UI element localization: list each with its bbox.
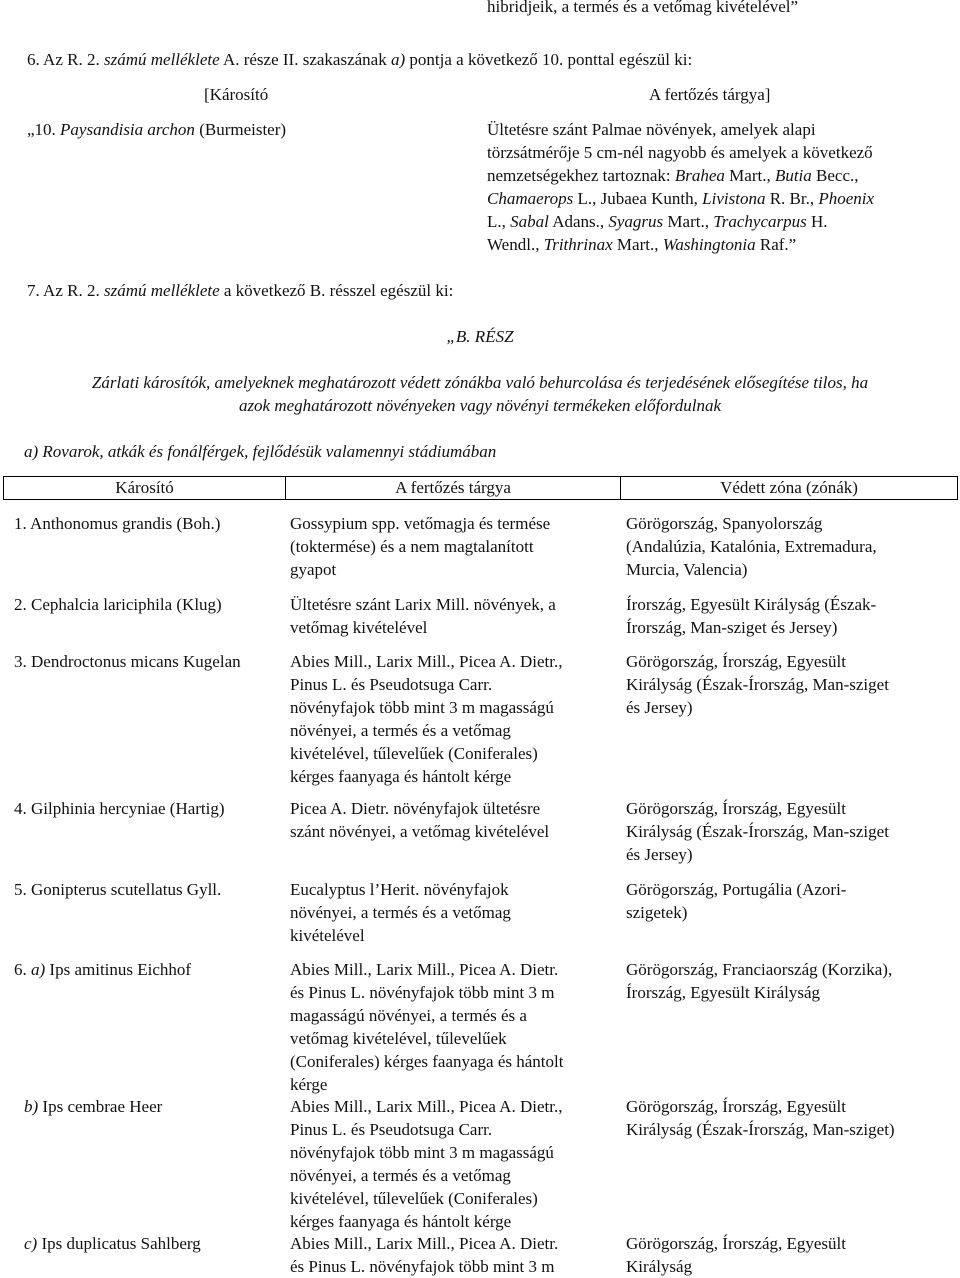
table-row-pest: b) Ips cembrae Heer — [24, 1097, 163, 1116]
table-header-row — [3, 476, 958, 500]
table-row-host: Abies Mill., Larix Mill., Picea A. Dietr. és Pinus L. növényfajok több mint 3 m magasságú növényei, a termés és a vetőmag kivételével, tűlevelűek (Coniferales) kérges faanyaga és hántolt kérge — [290, 960, 564, 1094]
table-row-host: Abies Mill., Larix Mill., Picea A. Dietr., Pinus L. és Pseudotsuga Carr. növényfajok több mint 3 m magasságú növényei, a termés és a vetőmag kivételével, tűlevelűek (Coniferales) kérges faanyaga és hántolt kérge — [290, 652, 563, 786]
table-row-pest: c) Ips duplicatus Sahlberg — [24, 1234, 201, 1253]
table-row-pest: 1. Anthonomus grandis (Boh.) — [14, 514, 221, 533]
table-row-zone: Görögország, Spanyolország (Andalúzia, Katalónia, Extremadura, Murcia, Valencia) — [626, 514, 877, 579]
table-row-host: Ültetésre szánt Larix Mill. növények, a vetőmag kivételével — [290, 595, 556, 637]
table-row-zone: Görögország, Írország, Egyesült Királyság (Észak-Írország, Man-sziget és Jersey) — [626, 799, 889, 864]
table-row-pest: 4. Gilphinia hercyniae (Hartig) — [14, 799, 225, 818]
column-heading-host: A fertőzés tárgya] — [649, 85, 771, 104]
item-10-host: Ültetésre szánt Palmae növények, amelyek alapi törzsátmérője 5 cm-nél nagyobb és amelyek a következő nemzetségekhez tartoznak: Brahea Mart., Butia Becc., Chamaerops L., Jubaea Kunth, Livistona R. Br., Phoenix L., Sabal Adans., Syagrus Mart., Trachycarpus H. Wendl., Trithrinax Mart., Washingtonia Raf.” — [487, 120, 875, 254]
table-row-host: Picea A. Dietr. növényfajok ültetésre szánt növényei, a vetőmag kivételével — [290, 799, 550, 841]
table-row-zone: Görögország, Írország, Egyesült Királyság — [626, 1234, 846, 1276]
table-row-zone: Írország, Egyesült Királyság (Észak- Írország, Man-sziget és Jersey) — [626, 595, 877, 637]
table-row-zone: Görögország, Írország, Egyesült Királyság (Észak-Írország, Man-sziget) — [626, 1097, 895, 1139]
paragraph-7: 7. Az R. 2. számú melléklete a következő B. résszel egészül ki: — [27, 281, 454, 300]
table-row-host: Gossypium spp. vetőmagja és termése (toktermése) és a nem magtalanított gyapot — [290, 514, 551, 579]
table-row-pest: 2. Cephalcia lariciphila (Klug) — [14, 595, 222, 614]
item-10-species: Paysandisia archon — [60, 120, 195, 139]
paragraph-6 — [27, 48, 692, 71]
paragraph-6-mid: A. része II. szakaszának — [222, 50, 387, 69]
paragraph-6-end: pontja a következő 10. ponttal egészül ki: — [409, 50, 693, 69]
table-row-host: Abies Mill., Larix Mill., Picea A. Dietr. és Pinus L. növényfajok több mint 3 m — [290, 1234, 559, 1276]
table-row-zone: Görögország, Franciaország (Korzika), Írország, Egyesült Királyság — [626, 960, 893, 1002]
paragraph-6-point: a) — [390, 50, 406, 69]
section-subtitle-line-2: azok meghatározott növényeken vagy növényi termékeken előfordulnak — [238, 396, 722, 415]
table-row-pest: 5. Gonipterus scutellatus Gyll. — [14, 880, 222, 899]
item-10-pest: „10. Paysandisia archon (Burmeister) — [27, 120, 287, 139]
table-row-host: Eucalyptus l’Herit. növényfajok növényei, a termés és a vetőmag kivételével — [290, 880, 511, 945]
table-header-host: A fertőzés tárgya — [395, 478, 511, 497]
section-title: „B. RÉSZ — [446, 327, 514, 346]
table-row-pest: 3. Dendroctonus micans Kugelan — [14, 652, 241, 671]
preceding-text-line: hibridjeik, a termés és a vetőmag kivételével” — [487, 0, 799, 16]
table-header-zone: Védett zóna (zónák) — [720, 478, 858, 497]
column-heading-pest: [Károsító — [204, 85, 269, 104]
subsection-a-heading: a) Rovarok, atkák és fonálférgek, fejlődésük valamennyi stádiumában — [24, 442, 497, 461]
table-row-host: Abies Mill., Larix Mill., Picea A. Dietr., Pinus L. és Pseudotsuga Carr. növényfajok több mint 3 m magasságú növényei, a termés és a vetőmag kivételével, tűlevelűek (Coniferales) kérges faanyaga és hántolt kérge — [290, 1097, 563, 1231]
table-header-pest: Károsító — [115, 478, 174, 497]
table-row-zone: Görögország, Írország, Egyesült Királyság (Észak-Írország, Man-sziget és Jersey) — [626, 652, 889, 717]
paragraph-6-number: 6. Az R. 2. — [27, 50, 100, 69]
section-subtitle-line-1: Zárlati károsítók, amelyeknek meghatározott védett zónákba való behurcolása és terjedésének elősegítése tilos, ha — [91, 373, 869, 392]
paragraph-6-annex-ref: számú melléklete — [103, 50, 220, 69]
table-row-zone: Görögország, Portugália (Azori- szigetek) — [626, 880, 847, 922]
table-row-pest: 6. a) Ips amitinus Eichhof — [14, 960, 192, 979]
